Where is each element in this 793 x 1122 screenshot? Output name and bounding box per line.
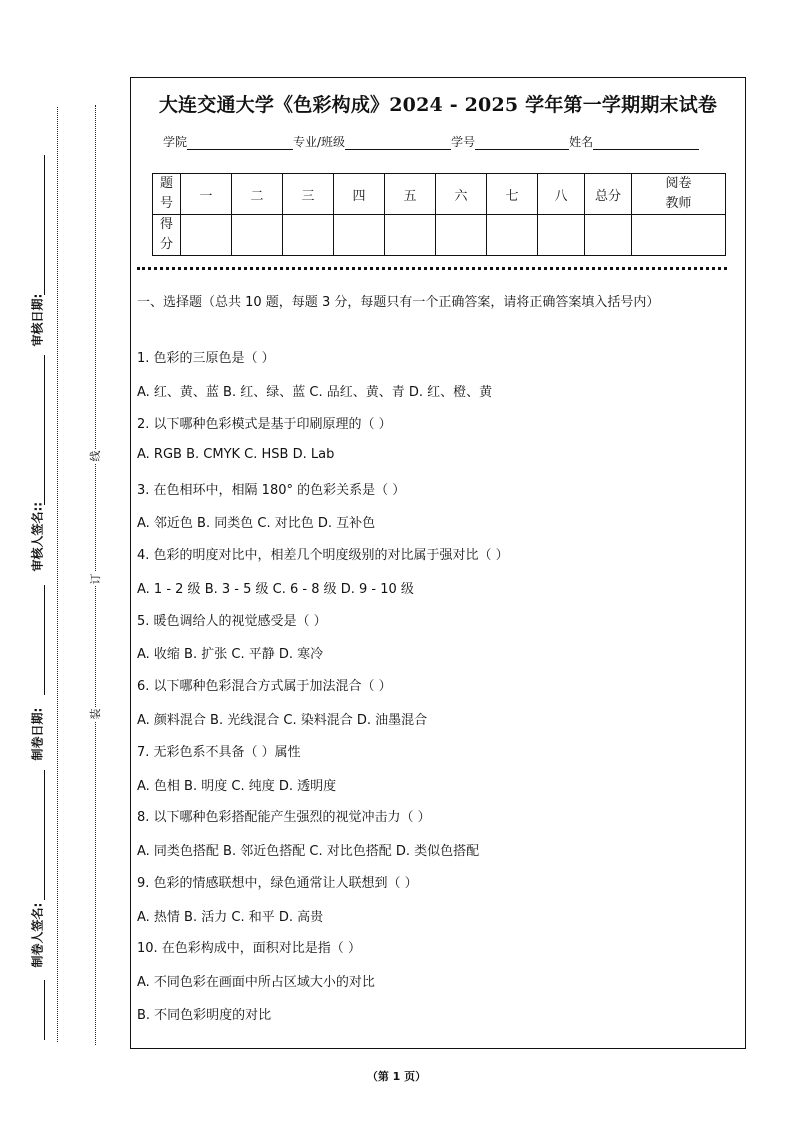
question-options: A. 收缩 B. 扩张 C. 平静 D. 寒冷 [137,647,324,662]
col-total: 总分 [585,174,632,215]
question-options: A. RGB B. CMYK C. HSB D. Lab [137,447,335,462]
score-row [153,215,726,256]
signature-line [44,585,45,695]
col-1: 一 [181,174,232,215]
binding-char-ding: 订 [89,573,102,585]
binding-char-zhuang: 装 [89,708,102,720]
question-options: A. 色相 B. 明度 C. 纯度 D. 透明度 [137,779,337,794]
question-number-header [153,174,181,215]
score-cell[interactable] [436,215,487,256]
score-cell[interactable] [283,215,334,256]
student-info-row [163,133,699,150]
audit-signature-label: 审核人签名:: [30,501,45,572]
reviewer-header [632,174,726,215]
col-6: 六 [436,174,487,215]
question-number-row [153,174,726,215]
binding-char-xian: 线 [89,450,102,462]
exam-frame [130,77,746,1049]
major-class-label: 专业/班级 [293,135,346,149]
make-signature-label: 制卷人签名: [30,902,45,968]
question-line: 8. 以下哪种色彩搭配能产生强烈的视觉冲击力（ ） [137,810,431,825]
outer-dotted-line [57,107,58,1042]
page-number: （第 1 页） [366,1070,427,1083]
make-date-label: 制卷日期: [30,707,45,761]
score-cell[interactable] [385,215,436,256]
signature-line [44,155,45,295]
col-7: 七 [487,174,538,215]
question-line: 2. 以下哪种色彩模式是基于印刷原理的（ ） [137,417,392,432]
col-5: 五 [385,174,436,215]
college-field[interactable] [187,136,293,150]
col-3: 三 [283,174,334,215]
col-8: 八 [538,174,585,215]
score-cell[interactable] [585,215,632,256]
section-intro: 一、选择题（总共 10 题，每题 3 分，每题只有一个正确答案，请将正确答案填入括号内） [137,295,660,310]
col-4: 四 [334,174,385,215]
score-header [153,215,181,256]
col-2: 二 [232,174,283,215]
question-options: A. 红、黄、蓝 B. 红、绿、蓝 C. 品红、黄、青 D. 红、橙、黄 [137,385,493,400]
question-line: 9. 色彩的情感联想中，绿色通常让人联想到（ ） [137,876,418,891]
signature-line [44,980,45,1040]
exam-title: 大连交通大学《色彩构成》2024 - 2025 学年第一学期期末试卷 [158,94,718,116]
reviewer-label: 阅卷教师 [665,176,692,211]
question-line: 6. 以下哪种色彩混合方式属于加法混合（ ） [137,679,392,694]
college-label: 学院 [163,135,188,149]
question-line: 1. 色彩的三原色是（ ） [137,351,275,366]
question-options: A. 不同色彩在画面中所占区域大小的对比 [137,975,375,990]
audit-date-label: 审核日期: [30,293,45,347]
question-line: 4. 色彩的明度对比中，相差几个明度级别的对比属于强对比（ ） [137,548,509,563]
student-id-label: 学号 [451,135,476,149]
signature-line [44,355,45,505]
score-cell[interactable] [232,215,283,256]
score-cell[interactable] [334,215,385,256]
question-options: A. 1 - 2 级 B. 3 - 5 级 C. 6 - 8 级 D. 9 - 10 级 [137,582,414,597]
name-field[interactable] [593,136,699,150]
question-line: 5. 暖色调给人的视觉感受是（ ） [137,614,327,629]
score-cell[interactable] [487,215,538,256]
question-line: 7. 无彩色系不具备（ ）属性 [137,745,301,760]
score-label: 得分 [159,217,173,252]
reviewer-cell[interactable] [632,215,726,256]
question-options: B. 不同色彩明度的对比 [137,1008,272,1023]
question-options: A. 热情 B. 活力 C. 和平 D. 高贵 [137,910,324,925]
question-options: A. 同类色搭配 B. 邻近色搭配 C. 对比色搭配 D. 类似色搭配 [137,844,480,859]
question-number-label: 题号 [159,176,173,211]
score-table [152,173,726,256]
major-class-field[interactable] [345,136,451,150]
dotted-separator [137,267,727,270]
name-label: 姓名 [569,135,594,149]
question-line: 3. 在色相环中，相隔 180° 的色彩关系是（ ） [137,483,406,498]
score-cell[interactable] [538,215,585,256]
question-options: A. 颜料混合 B. 光线混合 C. 染料混合 D. 油墨混合 [137,713,428,728]
question-options: A. 邻近色 B. 同类色 C. 对比色 D. 互补色 [137,516,376,531]
student-id-field[interactable] [475,136,569,150]
signature-line [44,770,45,900]
score-cell[interactable] [181,215,232,256]
question-line: 10. 在色彩构成中，面积对比是指（ ） [137,941,361,956]
